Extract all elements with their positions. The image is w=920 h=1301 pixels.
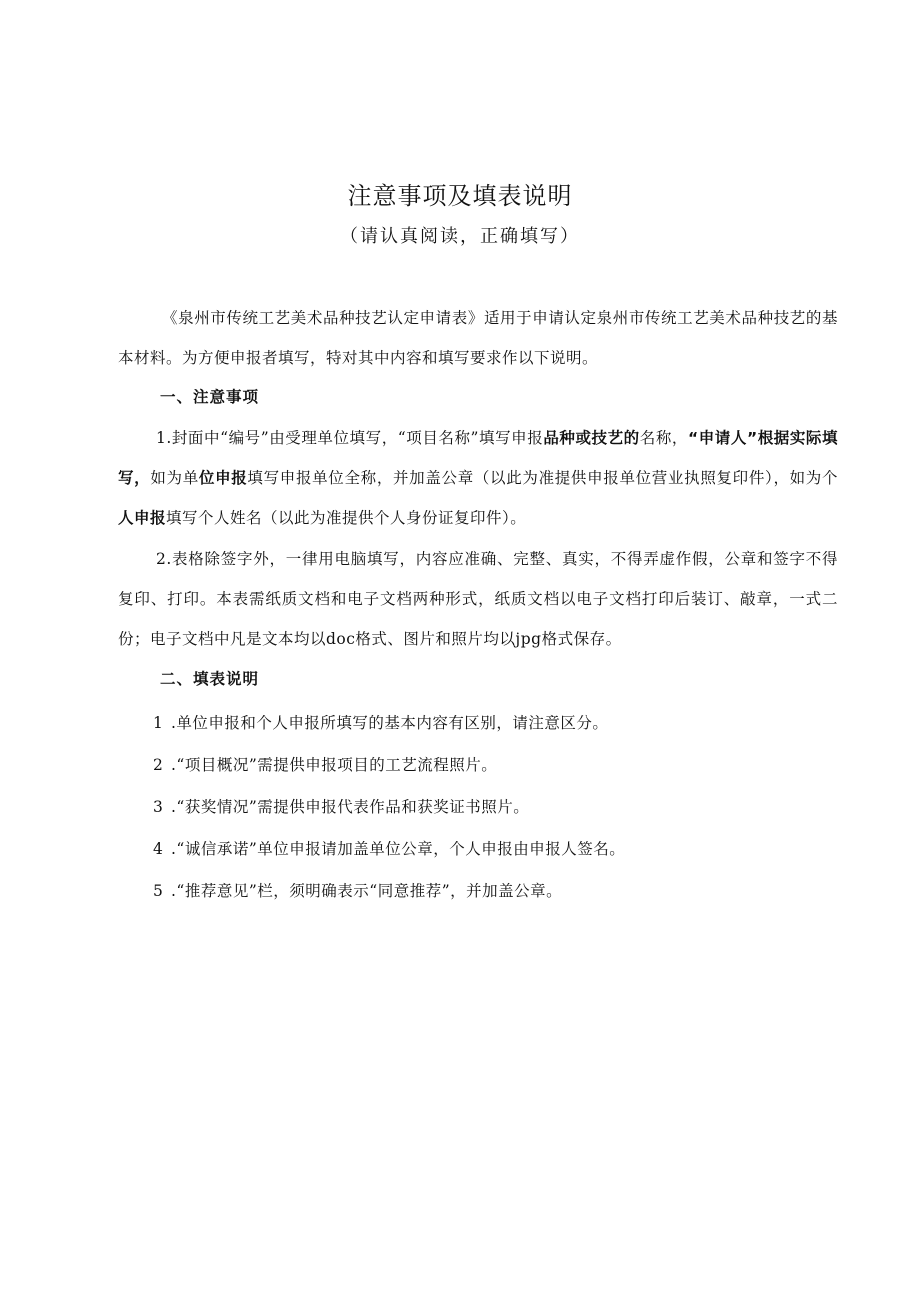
list-item — [153, 753, 497, 775]
list-item — [153, 711, 608, 733]
section-heading-notes: 一、注意事项 — [160, 388, 260, 406]
item-text: .“推荐意见”栏，须明确表示“同意推荐”，并加盖公章。 — [171, 882, 563, 900]
list-item — [153, 837, 625, 859]
note1-text-3: 如为单 — [150, 469, 199, 487]
note1-text-4: 填写申报单位全称，并加盖公章（以此为准提供申报单位营业执照复印件），如为个 — [247, 469, 838, 487]
note-paragraph-1 — [118, 418, 838, 538]
item-number: 5 — [153, 882, 164, 900]
list-item — [153, 795, 529, 817]
item-number: 1 — [153, 714, 164, 732]
note1-text-1: 1.封面中“编号”由受理单位填写，“项目名称”填写申报 — [156, 429, 544, 447]
note1-text-5: 填写个人姓名（以此为准提供个人身份证复印件）。 — [166, 509, 527, 527]
item-text: .“诚信承诺”单位申报请加盖单位公章，个人申报由申报人签名。 — [171, 840, 626, 858]
note1-bold-1: 品种或技艺的 — [543, 429, 640, 447]
note1-bold-3: 位申报 — [198, 469, 248, 487]
page-subtitle: （请认真阅读，正确填写） — [340, 226, 580, 247]
item-text: .单位申报和个人申报所填写的基本内容有区别，请注意区分。 — [171, 714, 609, 732]
page-title: 注意事项及填表说明 — [347, 182, 573, 210]
item-number: 3 — [153, 798, 164, 816]
list-item — [153, 879, 562, 901]
item-number: 2 — [153, 756, 164, 774]
note-paragraph-2: 2.表格除签字外，一律用电脑填写，内容应准确、完整、真实，不得弄虚作假，公章和签字不得复印、打印。本表需纸质文档和电子文档两种形式，纸质文档以电子文档打印后装订、敲章，一式二份；电子文档中凡是文本均以doc格式、图片和照片均以jpg格式保存。 — [118, 550, 838, 648]
note1-text-2: 名称， — [639, 429, 688, 447]
section-heading-instructions: 二、填表说明 — [160, 670, 260, 688]
note1-bold-4: 人申报 — [118, 509, 167, 527]
intro-paragraph: 《泉州市传统工艺美术品种技艺认定申请表》适用于申请认定泉州市传统工艺美术品种技艺的基本材料。为方便申报者填写，特对其中内容和填写要求作以下说明。 — [118, 309, 838, 367]
item-text: .“项目概况”需提供申报项目的工艺流程照片。 — [171, 756, 498, 774]
note1-bold-2: “申请人”根据实际填写， — [118, 429, 838, 487]
item-text: .“获奖情况”需提供申报代表作品和获奖证书照片。 — [171, 798, 530, 816]
item-number: 4 — [153, 840, 164, 858]
